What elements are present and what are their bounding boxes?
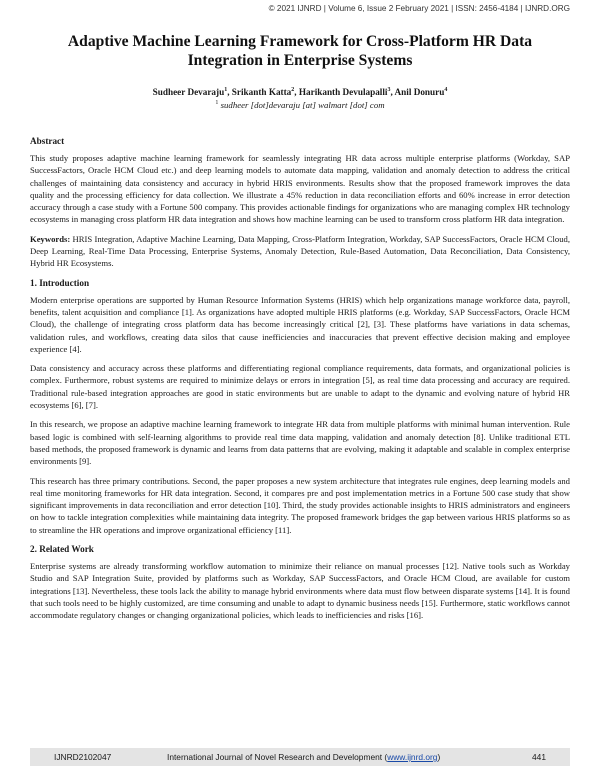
related-work-paragraph: Enterprise systems are already transforming workflow automation to minimize their reliance on manual processes [12]. Native tools such as Workday Studio and SAP Integration Suite, provided by platforms such as Workday, SAP SuccessFactors, and Oracle HCM Cloud, are available for custom integrations [13]. Nevertheless, these tools lack the ability to manage hybrid environments where data must flow between disparate systems [14]. It is found that such tools need to be highly customized, are time consuming and unable to adapt to dynamic business needs [15]. Furthermore, static workflows cannot accommodate regulatory changes or changing organizational policies, which leads to inefficiencies and risks [16]. [30,561,570,621]
intro-paragraph: This research has three primary contributions. Second, the paper proposes a new system architecture that integrates rule engines, deep learning models and real time monitoring frameworks for HR data integration. Second, it compares pre and post implementation metrics in a Fortune 500 case study that show significant improvements in data reconciliation and error detection [10]. Third, the study provides actionable insights to HRIS administrators and engineers on how to tackle integration complexities while maintaining data integrity. The proposed framework bridges the gap between various HRIS platforms so as to streamline the HR operations and improve organizational efficiency [11]. [30,475,570,535]
page-footer [30,748,570,766]
paper-body [30,135,570,629]
email-affiliation-mark: 1 [215,100,219,107]
title-line-2: Integration in Enterprise Systems [187,52,413,69]
section-heading-related-work: 2. Related Work [30,544,94,555]
author-name: Sudheer Devaraju [152,87,225,98]
author-affiliation-mark: 4 [444,87,448,93]
author-name: Anil Donuru [394,87,445,98]
email-text: sudheer [dot]devaraju [at] walmart [dot] com [220,100,385,110]
journal-website-link[interactable]: www.ijnrd.org [387,752,438,762]
abstract-text: This study proposes adaptive machine learning framework for seamlessly integrating HR data across multiple enterprise platforms (Workday, SAP SuccessFactors, Oracle HCM Cloud etc.) and deep learning models to automate data mapping, validation and anomaly detection to address the critical challenges of maintaining data consistency and accuracy in hybrid HRIS environments. Results show that the proposed framework improves the data quality and the processing efficiency for data collection. We illustrate a 45% reduction in data reconciliation efforts and 60% increase in error detection accuracy through a case study with a Fortune 500 company. This provides actionable findings for organizations who are managing complex HR technology ecosystems in managing cross platform HR data integration and shows how machine learning can be used to transform cross platform HR data integration. [30,153,570,225]
keywords-text: HRIS Integration, Adaptive Machine Learning, Data Mapping, Cross-Platform Integration, Workday, SAP SuccessFactors, Oracle HCM Cloud, Deep Learning, Real-Time Data Processing, Enterprise Systems, Anomaly Detection, Rule-Based Automation, Data Reconciliation, Data Consistency, Hybrid HR Ecosystems. [30,233,570,269]
section-heading-introduction: 1. Introduction [30,277,90,288]
author-affiliation-mark: 1 [224,87,228,93]
author-email [30,100,570,110]
footer-journal [167,752,440,762]
keywords-label: Keywords: [30,233,71,244]
intro-paragraph: In this research, we propose an adaptive machine learning framework to integrate HR data from multiple platforms with minimal human intervention. Rule based logic is combined with self-learning algorithms to provide real time data mapping, validation and anomaly detection [8]. Unlike traditional ETL based methods, the proposed framework is dynamic and learns from data patterns that are evolving, making it adaptable and scalable in complex enterprise environments [9]. [30,419,570,467]
journal-header-meta: © 2021 IJNRD | Volume 6, Issue 2 February 2021 | ISSN: 2456-4184 | IJNRD.ORG [268,4,570,13]
author-name: Srikanth Katta [231,87,292,98]
keywords-paragraph [30,233,570,270]
author-list: Sudheer Devaraju$^1$, Srikanth Katta$^2$, Harikanth Devulapalli$^3$, Anil Donuru$^4$ [152,87,448,98]
footer-page-number: 441 [532,752,546,762]
author-name: Harikanth Devulapalli [298,87,388,98]
author-affiliation-mark: 2 [291,87,295,93]
abstract-heading: Abstract [30,136,65,146]
paper-title [30,32,570,70]
footer-paper-id: IJNRD2102047 [54,752,112,762]
author-affiliation-mark: 3 [387,87,391,93]
footer-journal-name: International Journal of Novel Research and Development ( [167,752,388,762]
title-line-1: Adaptive Machine Learning Framework for Cross-Platform HR Data [67,33,533,50]
footer-journal-close: ) [437,752,441,762]
intro-paragraph: Modern enterprise operations are supported by Human Resource Information Systems (HRIS) which help organizations manage workforce data, payroll, benefits, talent acquisition and compliance [1]. As organizations have adopted multiple HRIS platforms (e.g. Workday, SAP SuccessFactors, Oracle HCM Cloud), the challenge of integrating cross platform data has become increasingly critical [2], [3]. These platforms have variations in data schemas, validation rules, and workflows, creating data silos that cause inefficiencies and inaccuracies that prevent effective decision making and employee experience [4]. [30,294,570,354]
intro-paragraph: Data consistency and accuracy across these platforms and differentiating regional compliance requirements, data formats, and organizational policies is complex. Furthermore, robust systems are required to minimize delays or errors in integration [5], as real time data processing and accuracy are required. Traditional rule-based integration approaches are good in static environments but are unable to adapt to the dynamic and evolving nature of hybrid HR ecosystems [6], [7]. [30,363,570,411]
